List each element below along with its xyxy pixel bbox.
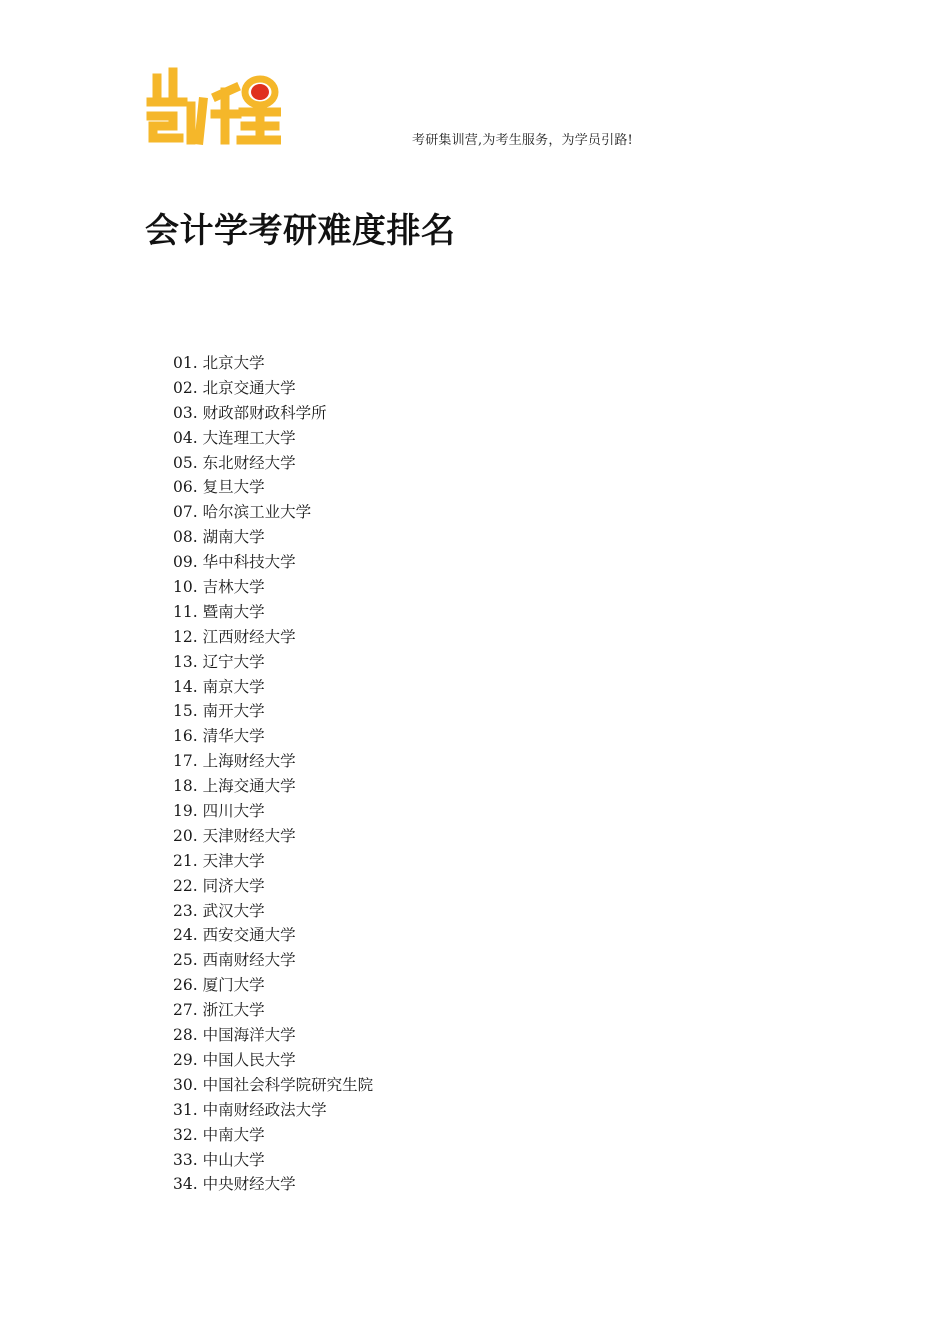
school-name: 江西财经大学 — [202, 627, 296, 646]
school-name: 中央财经大学 — [202, 1175, 296, 1194]
list-item — [173, 401, 373, 426]
rank-number: 20. — [173, 826, 198, 845]
school-name: 南开大学 — [202, 702, 265, 721]
school-name: 财政部财政科学所 — [202, 403, 327, 422]
rank-number: 18. — [173, 777, 198, 796]
rank-number: 27. — [173, 1001, 198, 1020]
school-name: 中国社会科学院研究生院 — [202, 1075, 374, 1094]
rank-number: 19. — [173, 802, 198, 821]
rank-number: 17. — [173, 752, 198, 771]
school-name: 上海财经大学 — [202, 752, 296, 771]
list-item — [173, 923, 373, 948]
list-item — [173, 525, 373, 550]
school-name: 武汉大学 — [202, 901, 265, 920]
rank-number: 02. — [173, 378, 198, 397]
school-name: 吉林大学 — [202, 578, 265, 597]
rank-number: 13. — [173, 652, 198, 671]
rank-number: 21. — [173, 851, 198, 870]
page-title: 会计学考研难度排名 — [145, 211, 456, 251]
school-name: 辽宁大学 — [202, 652, 265, 671]
school-name: 北京交通大学 — [202, 378, 296, 397]
list-item — [173, 376, 373, 401]
list-item — [173, 749, 373, 774]
rank-number: 10. — [173, 578, 198, 597]
list-item — [173, 351, 373, 376]
list-item — [173, 948, 373, 973]
rank-number: 09. — [173, 553, 198, 572]
school-name: 中南财经政法大学 — [202, 1100, 327, 1119]
list-item — [173, 625, 373, 650]
list-item — [173, 874, 373, 899]
list-item — [173, 1098, 373, 1123]
school-name: 西南财经大学 — [202, 951, 296, 970]
list-item — [173, 1172, 373, 1197]
ranking-list — [173, 351, 373, 1197]
rank-number: 03. — [173, 403, 198, 422]
list-item — [173, 1023, 373, 1048]
kaicheng-logo — [143, 66, 281, 146]
list-item — [173, 1148, 373, 1173]
rank-number: 08. — [173, 528, 198, 547]
school-name: 清华大学 — [202, 727, 265, 746]
list-item — [173, 849, 373, 874]
rank-number: 28. — [173, 1026, 198, 1045]
list-item — [173, 824, 373, 849]
list-item — [173, 675, 373, 700]
school-name: 哈尔滨工业大学 — [202, 503, 312, 522]
school-name: 中南大学 — [202, 1125, 265, 1144]
list-item — [173, 1048, 373, 1073]
school-name: 四川大学 — [202, 802, 265, 821]
list-item — [173, 500, 373, 525]
school-name: 东北财经大学 — [202, 453, 296, 472]
list-item — [173, 600, 373, 625]
list-item — [173, 451, 373, 476]
rank-number: 01. — [173, 354, 198, 372]
rank-number: 16. — [173, 727, 198, 746]
school-name: 南京大学 — [202, 677, 265, 696]
school-name: 华中科技大学 — [202, 553, 296, 572]
school-name: 北京大学 — [202, 354, 265, 372]
rank-number: 15. — [173, 702, 198, 721]
school-name: 西安交通大学 — [202, 926, 296, 945]
school-name: 浙江大学 — [202, 1001, 265, 1020]
school-name: 天津财经大学 — [202, 826, 296, 845]
rank-number: 22. — [173, 876, 198, 895]
rank-number: 26. — [173, 976, 198, 995]
school-name: 中山大学 — [202, 1150, 265, 1169]
list-item — [173, 799, 373, 824]
rank-number: 14. — [173, 677, 198, 696]
rank-number: 24. — [173, 926, 198, 945]
list-item — [173, 899, 373, 924]
school-name: 复旦大学 — [202, 478, 265, 497]
school-name: 厦门大学 — [202, 976, 265, 995]
list-item — [173, 724, 373, 749]
list-item — [173, 699, 373, 724]
list-item — [173, 1123, 373, 1148]
list-item — [173, 426, 373, 451]
school-name: 同济大学 — [202, 876, 265, 895]
rank-number: 32. — [173, 1125, 198, 1144]
rank-number: 25. — [173, 951, 198, 970]
list-item — [173, 774, 373, 799]
school-name: 上海交通大学 — [202, 777, 296, 796]
rank-number: 12. — [173, 627, 198, 646]
list-item — [173, 998, 373, 1023]
rank-number: 23. — [173, 901, 198, 920]
rank-number: 11. — [173, 602, 198, 621]
school-name: 大连理工大学 — [202, 428, 296, 447]
list-item — [173, 575, 373, 600]
list-item — [173, 475, 373, 500]
school-name: 中国人民大学 — [202, 1050, 296, 1069]
rank-number: 05. — [173, 453, 198, 472]
red-dot-icon — [251, 84, 269, 100]
list-item — [173, 650, 373, 675]
school-name: 湖南大学 — [202, 528, 265, 547]
rank-number: 34. — [173, 1175, 198, 1194]
list-item — [173, 973, 373, 998]
school-name: 中国海洋大学 — [202, 1026, 296, 1045]
header-tagline: 考研集训营,为考生服务，为学员引路! — [412, 133, 633, 148]
school-name: 天津大学 — [202, 851, 265, 870]
rank-number: 31. — [173, 1100, 198, 1119]
rank-number: 33. — [173, 1150, 198, 1169]
list-item — [173, 550, 373, 575]
list-item — [173, 1073, 373, 1098]
rank-number: 29. — [173, 1050, 198, 1069]
school-name: 暨南大学 — [202, 602, 265, 621]
rank-number: 30. — [173, 1075, 198, 1094]
rank-number: 04. — [173, 428, 198, 447]
rank-number: 06. — [173, 478, 198, 497]
rank-number: 07. — [173, 503, 198, 522]
